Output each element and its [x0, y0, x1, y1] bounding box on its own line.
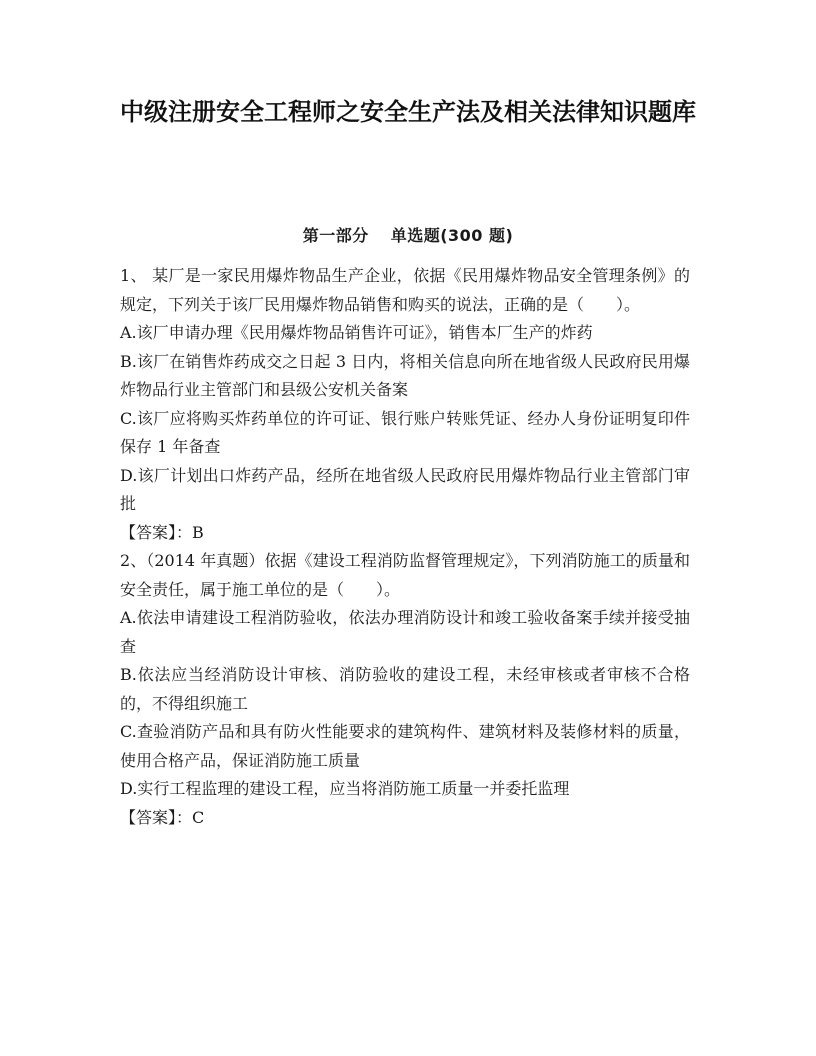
option-a: A.该厂申请办理《民用爆炸物品销售许可证》，销售本厂生产的炸药	[120, 323, 593, 342]
option-a: A.依法申请建设工程消防验收，依法办理消防设计和竣工验收备案手续并接受抽查	[120, 608, 690, 656]
section-type: 单选题(300 题)	[390, 226, 514, 245]
answer-value: C	[192, 807, 205, 827]
section-heading	[0, 223, 816, 246]
option-b: B.该厂在销售炸药成交之日起 3 日内，将相关信息向所在地省级人民政府民用爆炸物品行业主管部门和县级公安机关备案	[120, 351, 690, 399]
answer-line	[120, 519, 690, 548]
option-d: D.实行工程监理的建设工程，应当将消防施工质量一并委托监理	[120, 779, 570, 798]
question-stem: 1、 某厂是一家民用爆炸物品生产企业，依据《民用爆炸物品安全管理条例》的规定，下列关于该厂民用爆炸物品销售和购买的说法，正确的是（ ）。	[120, 266, 690, 314]
question-list	[120, 262, 690, 832]
question-2	[120, 547, 690, 832]
answer-line	[120, 804, 690, 833]
option-c: C.该厂应将购买炸药单位的许可证、银行账户转账凭证、经办人身份证明复印件保存 1 年备查	[120, 408, 690, 456]
document-title: 中级注册安全工程师之安全生产法及相关法律知识题库	[120, 98, 696, 126]
answer-label: 【答案】：	[120, 807, 193, 827]
option-b: B.依法应当经消防设计审核、消防验收的建设工程，未经审核或者审核不合格的，不得组织施工	[120, 665, 690, 713]
option-c: C.查验消防产品和具有防火性能要求的建筑构件、建筑材料及装修材料的质量，使用合格产品，保证消防施工质量	[120, 722, 690, 770]
section-label: 第一部分	[302, 226, 369, 245]
question-stem: 2、（2014 年真题）依据《建设工程消防监督管理规定》，下列消防施工的质量和安全责任，属于施工单位的是（ ）。	[120, 551, 690, 599]
option-d: D.该厂计划出口炸药产品，经所在地省级人民政府民用爆炸物品行业主管部门审批	[120, 465, 690, 513]
answer-value: B	[192, 522, 204, 542]
answer-label: 【答案】：	[120, 522, 193, 542]
question-1	[120, 262, 690, 547]
